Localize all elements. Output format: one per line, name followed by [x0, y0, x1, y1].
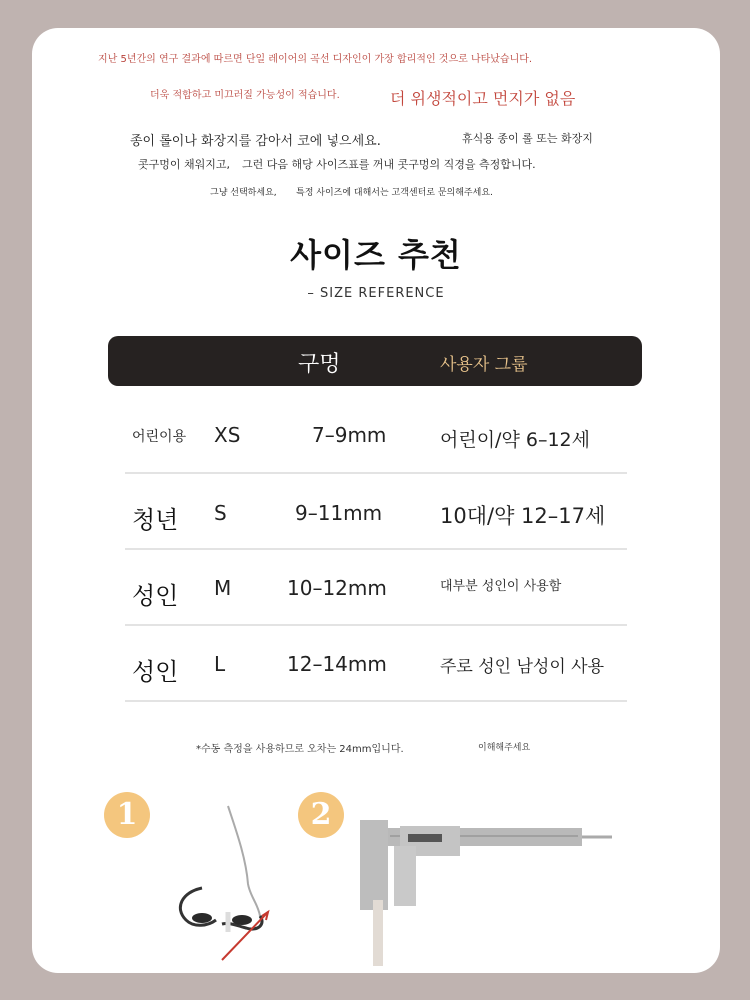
note-filled: 콧구멍이 채워지고,	[138, 158, 231, 171]
row-group: 어린이용	[132, 429, 187, 445]
step-2-badge: 2	[298, 792, 344, 838]
row-group: 청년	[132, 506, 179, 534]
page-subtitle: – SIZE REFERENCE	[307, 286, 445, 301]
note-paper: 휴식용 종이 롤 또는 화장지	[462, 132, 593, 145]
page-title: 사이즈 추천	[290, 236, 462, 274]
row-size: XS	[214, 423, 241, 447]
row-divider	[125, 624, 627, 626]
note-research: 지난 5년간의 연구 결과에 따르면 단일 레이어의 곡선 디자인이 가장 합리적인 것으로 나타났습니다.	[98, 54, 533, 65]
note-contact: 특정 사이즈에 대해서는 고객센터로 문의해주세요.	[296, 188, 493, 198]
note-select: 그냥 선택하세요,	[210, 188, 277, 198]
row-divider	[125, 472, 627, 474]
row-range: 9–11mm	[295, 501, 383, 525]
footnote: *수동 측정을 사용하므로 오차는 24mm입니다.	[196, 744, 404, 755]
row-users: 주로 성인 남성이 사용	[440, 657, 605, 677]
row-group: 성인	[132, 582, 179, 610]
row-users: 어린이/약 6–12세	[440, 429, 590, 451]
row-users: 10대/약 12–17세	[440, 504, 606, 528]
size-guide-card	[32, 28, 720, 973]
nose-illustration	[150, 800, 280, 965]
row-group: 성인	[132, 658, 179, 686]
header-user-group: 사용자 그룹	[440, 355, 528, 375]
table-header	[108, 336, 642, 386]
row-users: 대부분 성인이 사용함	[440, 579, 562, 594]
row-size: M	[214, 576, 232, 600]
row-size: L	[214, 652, 226, 676]
row-range: 12–14mm	[287, 652, 387, 676]
header-hole: 구멍	[298, 352, 341, 377]
row-range: 10–12mm	[287, 576, 387, 600]
row-range: 7–9mm	[312, 423, 387, 447]
note-insert: 종이 롤이나 화장지를 감아서 코에 넣으세요.	[130, 134, 381, 149]
note-fit: 더욱 적합하고 미끄러질 가능성이 적습니다.	[150, 90, 340, 101]
step-1-badge: 1	[104, 792, 150, 838]
footnote-right: 이해해주세요	[478, 743, 531, 753]
row-size: S	[214, 501, 227, 525]
row-divider	[125, 548, 627, 550]
note-measure: 그런 다음 해당 사이즈표를 꺼내 콧구멍의 직경을 측정합니다.	[242, 158, 536, 171]
row-divider	[125, 700, 627, 702]
caliper-illustration	[350, 806, 620, 966]
note-hygiene: 더 위생적이고 먼지가 없음	[390, 89, 576, 108]
